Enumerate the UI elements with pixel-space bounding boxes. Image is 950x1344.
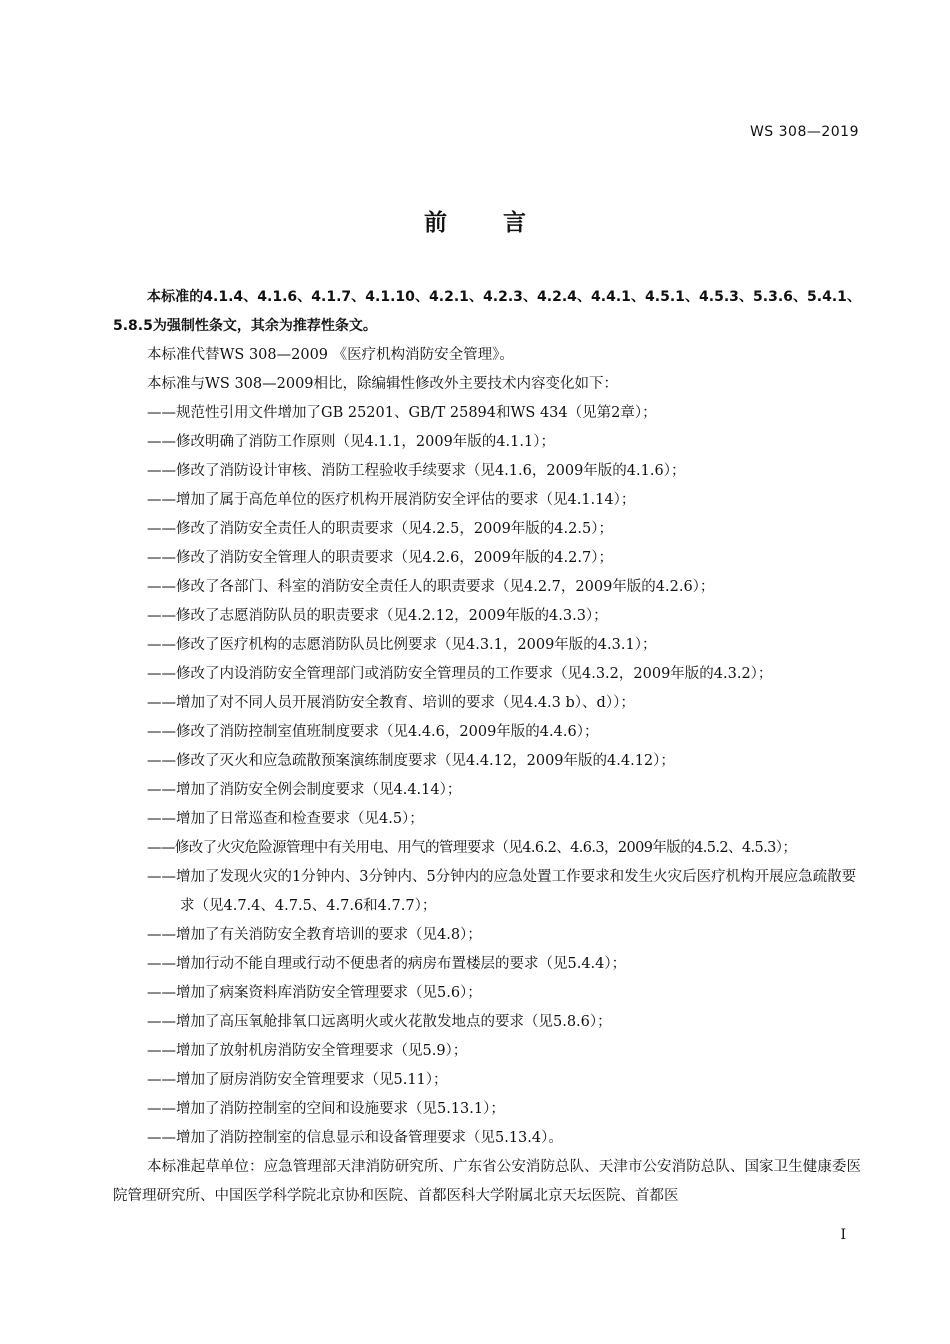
change-item: ——规范性引用文件增加了GB 25201、GB/T 25894和WS 434（见第2章）； [147,405,657,421]
change-item: ——修改了志愿消防队员的职责要求（见4.2.12，2009年版的4.3.3）； [147,608,608,624]
change-item: ——修改了火灾危险源管理中有关用电、用气的管理要求（见4.6.2、4.6.3，2009年版的4.5.2、4.5.3）； [147,840,797,856]
change-item: ——修改了内设消防安全管理部门或消防安全管理员的工作要求（见4.3.2，2009年版的4.3.2）； [147,666,773,682]
change-item: ——增加了属于高危单位的医疗机构开展消防安全评估的要求（见4.1.14）； [147,492,636,508]
change-item: ——增加了厨房消防安全管理要求（见5.11）； [147,1072,448,1088]
foreword-body [113,283,861,1211]
replaces-paragraph: 本标准代替WS 308—2009 《医疗机构消防安全管理》。 [147,347,514,363]
drafting-units-paragraph: 本标准起草单位：应急管理部天津消防研究所、广东省公安消防总队、天津市公安消防总队、国家卫生健康委医院管理研究所、中国医学科学院北京协和医院、首都医科大学附属北京天坛医院、首都医 [113,1159,861,1204]
change-item: ——增加了消防安全例会制度要求（见4.4.14）； [147,782,462,798]
page-number: I [840,1227,846,1243]
change-item: ——修改了消防安全责任人的职责要求（见4.2.5，2009年版的4.2.5）； [147,521,613,537]
change-item: ——修改了消防控制室值班制度要求（见4.4.6，2009年版的4.4.6）； [147,724,599,740]
change-item: ——增加了高压氧舱排氧口远离明火或火花散发地点的要求（见5.8.6）； [147,1014,612,1030]
change-item: ——修改了各部门、科室的消防安全责任人的职责要求（见4.2.7，2009年版的4.2.6）； [147,579,715,595]
standard-code: WS 308—2019 [749,124,859,140]
change-item: ——修改了医疗机构的志愿消防队员比例要求（见4.3.1，2009年版的4.3.1）； [147,637,657,653]
change-item: ——增加了日常巡查和检查要求（见4.5）； [147,811,424,827]
change-item: ——增加了对不同人员开展消防安全教育、培训的要求（见4.4.3 b）、d））； [147,695,635,711]
change-item: ——增加了病案资料库消防安全管理要求（见5.6）； [147,985,482,1001]
change-item: ——增加了消防控制室的信息显示和设备管理要求（见5.13.4）。 [147,1130,563,1146]
mandatory-clauses-paragraph: 本标准的4.1.4、4.1.6、4.1.7、4.1.10、4.2.1、4.2.3、4.2.4、4.4.1、4.5.1、4.5.3、5.3.6、5.4.1、5.8.5为强制性条文，其余为推荐性条文。 [113,289,861,334]
change-item: ——修改了消防安全管理人的职责要求（见4.2.6，2009年版的4.2.7）； [147,550,613,566]
change-item: ——增加了发现火灾的1分钟内、3分钟内、5分钟内的应急处置工作要求和发生火灾后医疗机构开展应急疏散要求（见4.7.4、4.7.5、4.7.6和4.7.7）； [147,869,857,914]
change-item: ——增加了有关消防安全教育培训的要求（见4.8）； [147,927,482,943]
change-item: ——修改了灭火和应急疏散预案演练制度要求（见4.4.12，2009年版的4.4.12）； [147,753,675,769]
change-item: ——增加行动不能自理或行动不便患者的病房布置楼层的要求（见5.4.4）； [147,956,627,972]
change-item: ——修改明确了消防工作原则（见4.1.1，2009年版的4.1.1）； [147,434,555,450]
page-title: 前言 [424,210,582,236]
changes-intro-paragraph: 本标准与WS 308—2009相比，除编辑性修改外主要技术内容变化如下： [147,376,619,392]
change-item: ——增加了放射机房消防安全管理要求（见5.9）； [147,1043,468,1059]
change-item: ——修改了消防设计审核、消防工程验收手续要求（见4.1.6，2009年版的4.1.6）； [147,463,686,479]
change-item: ——增加了消防控制室的空间和设施要求（见5.13.1）； [147,1101,505,1117]
